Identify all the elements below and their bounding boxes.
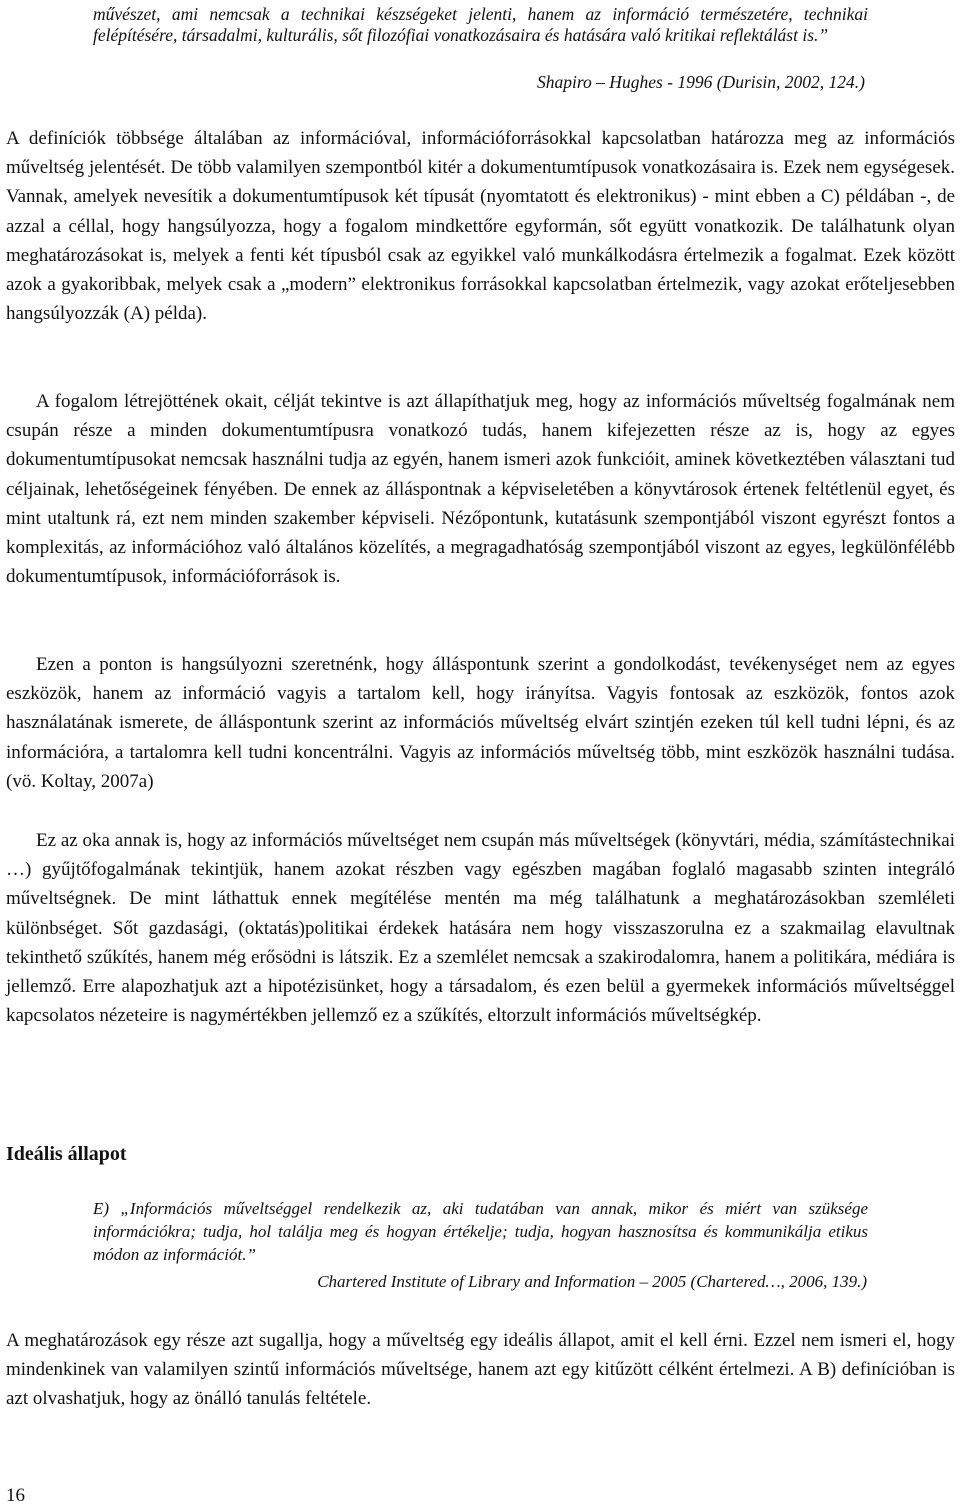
paragraph-text: A definíciók többsége általában az információval, információforrásokkal kapcsolatban határozza meg az információs műveltség jelentését. De több valamilyen szempontból kitér a dokumentumtípusok vonatkozásaira is. Ezek nem egységesek. Vannak, amelyek nevesítik a dokumentumtípusok két típusát (nyomtatott és elektronikus) - mint ebben a C) példában -, de azzal a céllal, hogy hangsúlyozza, hogy a fogalom mindkettőre egyformán, sőt együtt vonatkozik. De találhatunk olyan meghatározásokat is, melyek a fenti két típusból csak az egyikkel való munkálkodásra értelmezik a fogalmat. Ezek között azok a gyakoribbak, melyek csak a „modern” elektronikus forrásokkal kapcsolatban értelmezik, vagy azokat erőteljesebben hangsúlyozzák (A) példa).: [6, 128, 955, 325]
quote-source-cilip: Chartered Institute of Library and Information – 2005 (Chartered…, 2006, 139.): [317, 1272, 867, 1291]
page-number: 16: [6, 1485, 25, 1506]
paragraph-umbrella-concept: [6, 826, 955, 1030]
paragraph-concept-origin: [6, 387, 955, 591]
paragraph-ideal-state: [6, 1326, 955, 1414]
quote-source-shapiro: Shapiro – Hughes - 1996 (Durisin, 2002, 124.): [537, 72, 865, 92]
paragraph-text: Ezen a ponton is hangsúlyozni szeretnénk, hogy álláspontunk szerint a gondolkodást, tevékenységet nem az egyes eszközök, hanem az információ vagyis a tartalom kell, hogy irányítsa. Vagyis fontosak az eszközök, fontos azok használatának ismerete, de álláspontunk szerint az információs műveltség elvárt szintjén ezeken túl kell tudni lépni, és az információra, a tartalomra kell tudni koncentrálni. Vagyis az információs műveltség több, mint eszközök használni tudása. (vö. Koltay, 2007a): [6, 654, 955, 792]
block-quote-cilip: E) „Információs műveltséggel rendelkezik az, aki tudatában van annak, mikor és miért van szüksége információkra; tudja, hol találja meg és hogyan értékelje; tudja, hogyan hasznosítsa és kommunikálja etikus módon az információt.”: [93, 1199, 868, 1264]
paragraph-definitions: [6, 124, 955, 328]
paragraph-tools: [6, 650, 955, 796]
paragraph-text: A fogalom létrejöttének okait, célját tekintve is azt állapíthatjuk meg, hogy az információs műveltség fogalmának nem csupán része a minden dokumentumtípusra vonatkozó tudás, hanem kifejezetten része az is, hogy az egyes dokumentumtípusokat nemcsak használni tudja az egyén, hanem ismeri azok funkcióit, aminek következtében választani tud céljainak, lehetőségeinek fényében. De ennek az álláspontnak a képviseletében a könyvtárosok értenek feltétlenül egyet, és mint utaltunk rá, ezt nem minden szakember képviseli. Nézőpontunk, kutatásunk szempontjából viszont egyrészt fontos a komplexitás, az információhoz való általános közelítés, a megragadhatóság szempontjából viszont az egyes, legkülönfélébb dokumentumtípusok, információforrások is.: [6, 391, 955, 588]
section-heading: Ideális állapot: [6, 1143, 127, 1165]
paragraph-text: A meghatározások egy része azt sugallja, hogy a műveltség egy ideális állapot, amit el kell érni. Ezzel nem ismeri el, hogy mindenkinek van valamilyen szintű információs műveltsége, hanem azt egy kitűzött célként értelmezi. A B) definícióban is azt olvashatjuk, hogy az önálló tanulás feltétele.: [6, 1330, 955, 1410]
paragraph-text: Ez az oka annak is, hogy az információs műveltséget nem csupán más műveltségek (könyvtári, média, számítástechnikai …) gyűjtőfogalmának tekintjük, hanem azokat részben vagy egészben magában foglaló magasabb szinten integráló műveltségnek. De mint láthattuk ennek megítélése mentén ma még találhatunk a meghatározásokban szemléleti különbséget. Sőt gazdasági, (oktatás)politikai érdekek hatására nem hogy visszaszorulna ez a szakmailag elavultnak tekinthető szűkítés, hanem még erősödni is látszik. Ez a szemlélet nemcsak a szakirodalomra, hanem a politikára, médiára is jellemző. Erre alapozhatjuk azt a hipotézisünket, hogy a társadalom, és ezen belül a gyermekek információs műveltséggel kapcsolatos nézeteire is nagymértékben jellemző ez a szűkítés, eltorzult információs műveltségkép.: [6, 830, 955, 1027]
block-quote-shapiro: művészet, ami nemcsak a technikai készségeket jelenti, hanem az információ természetére, technikai felépítésére, társadalmi, kulturális, sőt filozófiai vonatkozásaira és hatására való kritikai reflektálást is.”: [93, 4, 868, 45]
